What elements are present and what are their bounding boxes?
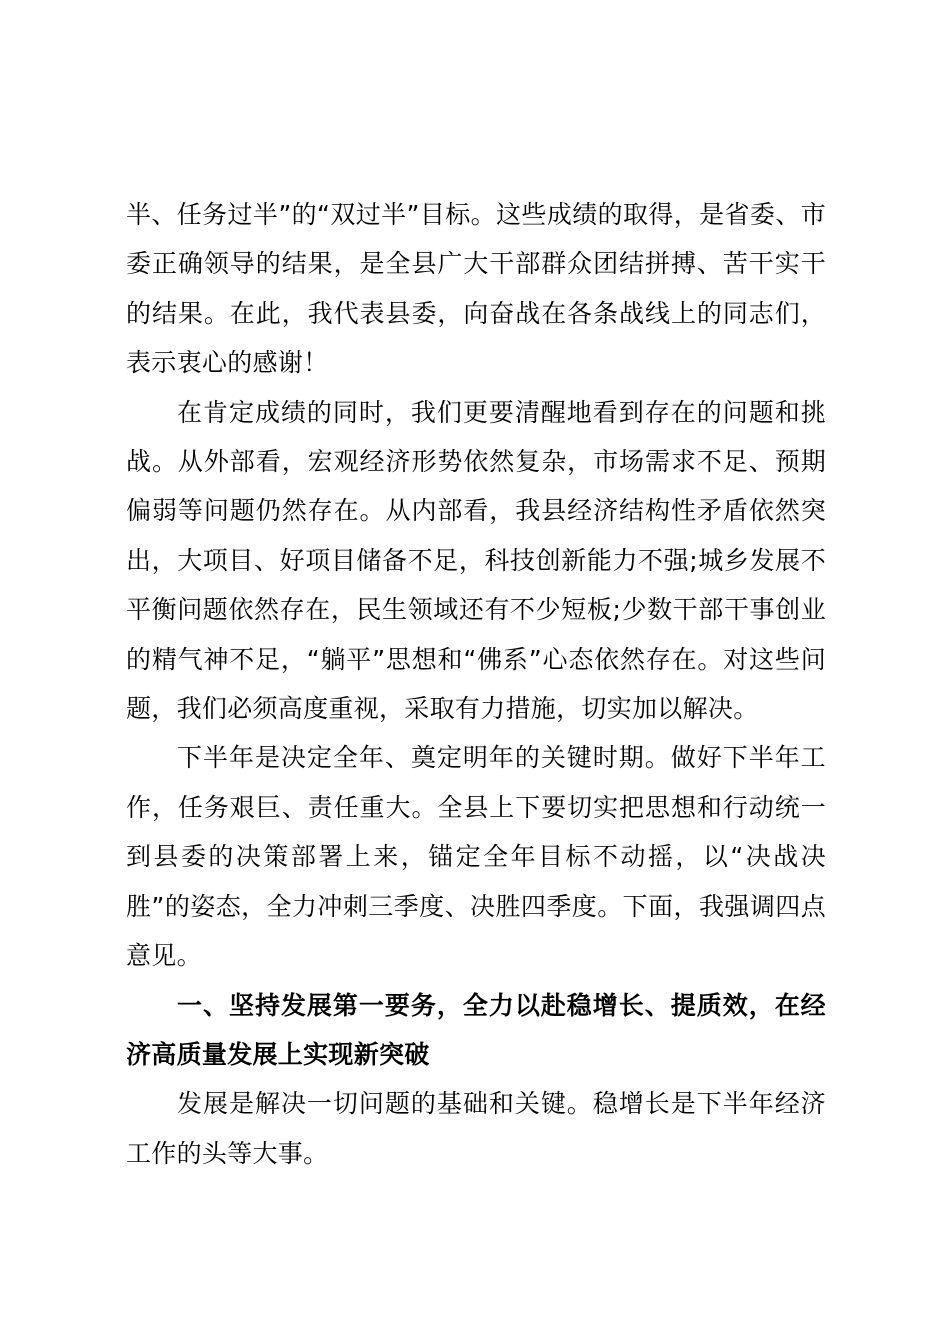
- paragraph-second-half: 下半年是决定全年、奠定明年的关键时期。做好下半年工作，任务艰巨、责任重大。全县上下要切实把思想和行动统一到县委的决策部署上来，锚定全年目标不动摇，以“决战决胜”的姿态，全力冲刺三季度、决胜四季度。下面，我强调四点意见。: [126, 743, 826, 971]
- paragraph-continuation: 半、任务过半”的“双过半”目标。这些成绩的取得，是省委、市委正确领导的结果，是全县广大干部群众团结拼搏、苦干实干的结果。在此，我代表县委，向奋战在各条战线上的同志们，表示衷心的感谢！: [126, 200, 826, 378]
- document-body: [126, 190, 826, 1178]
- section-heading-1: 一、坚持发展第一要务，全力以赴稳增长、提质效，在经济高质量发展上实现新突破: [126, 990, 826, 1069]
- paragraph-problems: 在肯定成绩的同时，我们更要清醒地看到存在的问题和挑战。从外部看，宏观经济形势依然复杂，市场需求不足、预期偏弱等问题仍然存在。从内部看，我县经济结构性矛盾依然突出，大项目、好项目储备不足，科技创新能力不强;城乡发展不平衡问题依然存在，民生领域还有不少短板;少数干部干事创业的精气神不足，“躺平”思想和“佛系”心态依然存在。对这些问题，我们必须高度重视，采取有力措施，切实加以解决。: [126, 397, 826, 724]
- paragraph-development: 发展是解决一切问题的基础和关键。稳增长是下半年经济工作的头等大事。: [126, 1089, 826, 1168]
